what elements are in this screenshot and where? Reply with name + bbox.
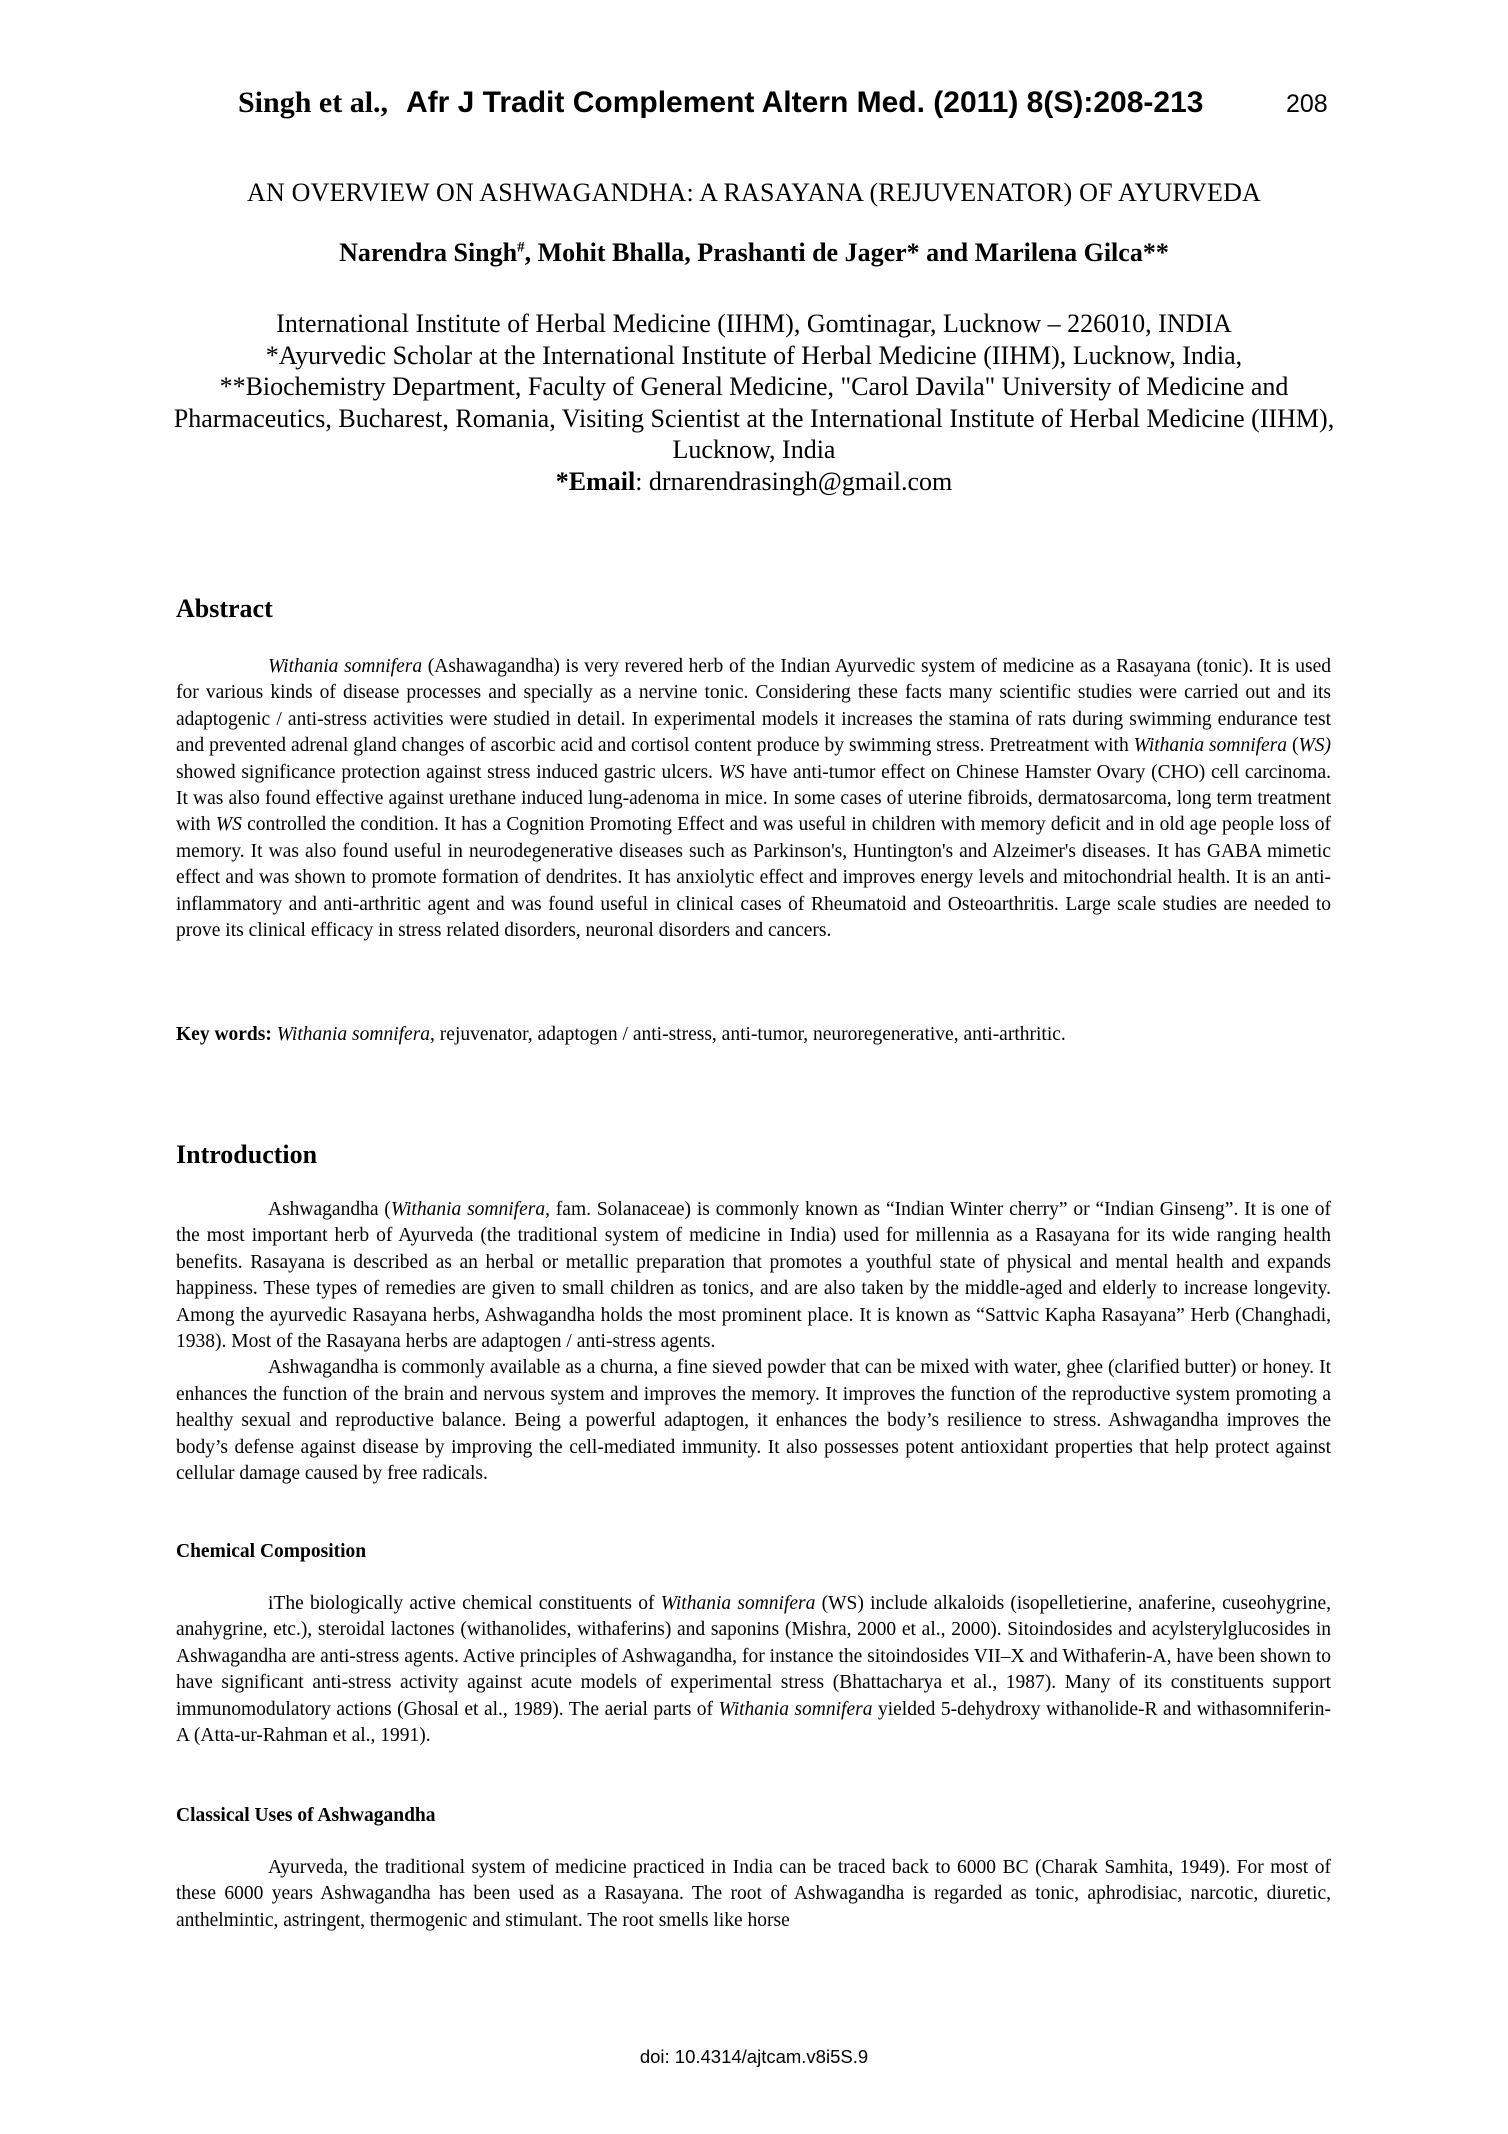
species-name: Withania somnifera xyxy=(268,656,423,677)
species-name: Withania somnifera xyxy=(390,1199,546,1220)
author-list xyxy=(0,238,1508,268)
classical-uses-body xyxy=(176,1855,1331,1934)
chemical-composition-heading: Chemical Composition xyxy=(176,1541,367,1562)
author-1-mark: # xyxy=(517,239,525,256)
abstract-heading: Abstract xyxy=(176,594,273,623)
running-header xyxy=(0,86,1508,126)
paper-title: AN OVERVIEW ON ASHWAGANDHA: A RASAYANA (REJUVENATOR) OF AYURVEDA xyxy=(246,178,1262,207)
page-number: 208 xyxy=(1286,90,1328,118)
affiliation-3: **Biochemistry Department, Faculty of General Medicine, "Carol Davila" University of Medicine and Pharmaceutics, Bucharest, Romania, Visiting Scientist at the International Institute of Herbal Medicine (IIHM), Lucknow, India xyxy=(173,372,1335,464)
keywords-rest: , rejuvenator, adaptogen / anti-stress, anti-tumor, neuroregenerative, anti-arthritic. xyxy=(430,1024,1066,1045)
intro-paragraph-2: Ashwagandha is commonly available as a churna, a fine sieved powder that can be mixed with water, ghee (clarified butter) or honey. It enhances the function of the brain and nervous system and improves the memory. It improves the function of the reproductive system promoting a healthy sexual and reproductive balance. Being a powerful adaptogen, it enhances the body’s resilience to stress. Ashwagandha improves the body’s defense against disease by improving the cell-mediated immunity. It also possesses potent antioxidant properties that help protect against cellular damage caused by free radicals. xyxy=(176,1357,1331,1485)
doi-footer[interactable]: doi: 10.4314/ajtcam.v8i5S.9 xyxy=(639,2046,869,2067)
abstract-text-2: ( xyxy=(1287,735,1299,757)
author-1: Narendra Singh xyxy=(339,238,518,267)
intro-text-1b: , fam. Solanaceae) is commonly known as “Indian Winter cherry” or “Indian Ginseng”. It is one of the most important herb of Ayurveda (the traditional system of medicine in India) used for millennia as a Rasayana for its wide ranging health benefits. Rasayana is described as an herbal or metallic preparation that promotes a youthful state of physical and mental health and expands happiness. These types of remedies are given to small children as tonics, and are also taken by the middle-aged and elderly to increase longevity. Among the ayurvedic Rasayana herbs, Ashwagandha holds the most prominent place. It is known as “Sattvic Kapha Rasayana” Herb (Changhadi, 1938). Most of the Rasayana herbs are adaptogen / anti-stress agents. xyxy=(176,1199,1332,1353)
header-authors: Singh et al., xyxy=(238,86,389,119)
abstract-text-5: controlled the condition. It has a Cognition Promoting Effect and was useful in children with memory deficit and in old age people loss of memory. It was also found useful in neurodegenerative diseases such as Parkinson's, Huntington's and Alzeimer's diseases. It has GABA mimetic effect and was shown to promote formation of dendrites. It has anxiolytic effect and improves energy levels and mitochondrial health. It is an anti-inflammatory and anti-arthritic agent and was found useful in clinical cases of Rheumatoid and Osteoarthritis. Large scale studies are needed to prove its clinical efficacy in stress related disorders, neuronal disorders and cancers. xyxy=(176,814,1332,942)
affiliations xyxy=(170,308,1338,497)
email-value[interactable]: : drnarendrasingh@gmail.com xyxy=(635,466,953,496)
keywords-label: Key words: xyxy=(176,1024,272,1045)
chem-text-a: iThe biologically active chemical constituents of xyxy=(268,1593,661,1614)
abstract-body xyxy=(176,654,1331,944)
chemical-composition-body xyxy=(176,1591,1331,1749)
email-label: *Email xyxy=(555,466,636,496)
chemical-paragraph xyxy=(176,1591,1331,1749)
introduction-body xyxy=(176,1197,1331,1487)
species-name: Withania somnifera xyxy=(660,1593,816,1614)
abstract-text-3: showed significance protection against stress induced gastric ulcers. xyxy=(176,761,719,783)
abstract-text-4: have anti-tumor effect on Chinese Hamster Ovary (CHO) cell carcinoma. It was also found effective against urethane induced lung-adenoma in mice. In some cases of uterine fibroids, dermatosarcoma, long term treatment with xyxy=(176,761,1331,836)
email-line xyxy=(170,466,1338,498)
chem-text-b: (WS) include alkaloids (isopelletierine, anaferine, cuseohygrine, anahygrine, etc.), steroidal lactones (withanolides, withaferins) and saponins (Mishra, 2000 et al., 2000). Sitoindosides and acylsterylglucosides in Ashwagandha are anti-stress agents. Active principles of Ashwagandha, for instance the sitoindosides VII–X and Withaferin-A, have been shown to have significant anti-stress activity against acute models of experimental stress (Bhattacharya et al., 1987). Many of its constituents support immunomodulatory actions (Ghosal et al., 1989). The aerial parts of xyxy=(176,1593,1331,1720)
intro-paragraph-1 xyxy=(176,1197,1331,1355)
classical-paragraph: Ayurveda, the traditional system of medicine practiced in India can be traced back to 6000 BC (Charak Samhita, 1949). For most of these 6000 years Ashwagandha has been used as a Rasayana. The root of Ashwagandha is regarded as tonic, aphrodisiac, narcotic, diuretic, anthelmintic, astringent, thermogenic and stimulant. The root smells like horse xyxy=(176,1857,1331,1931)
abbrev-ws: WS xyxy=(718,761,745,783)
keywords xyxy=(176,1022,1331,1048)
abbrev-ws: WS) xyxy=(1298,735,1332,757)
species-name: Withania somnifera xyxy=(718,1698,873,1720)
chem-text-c: yielded 5-dehydroxy withanolide-R and withasomniferin-A (Atta-ur-Rahman et al., 1991). xyxy=(176,1698,1331,1747)
species-name: Withania somnifera xyxy=(1133,735,1288,757)
author-rest: , Mohit Bhalla, Prashanti de Jager* and Marilena Gilca** xyxy=(524,238,1169,267)
affiliation-1: International Institute of Herbal Medicine (IIHM), Gomtinagar, Lucknow – 226010, INDIA xyxy=(276,309,1232,338)
abstract-paragraph xyxy=(176,654,1331,944)
keyword-species: Withania somnifera xyxy=(276,1024,431,1045)
introduction-heading: Introduction xyxy=(176,1140,318,1169)
header-journal: Afr J Tradit Complement Altern Med. (2011) 8(S):208-213 xyxy=(406,86,1204,119)
classical-uses-heading: Classical Uses of Ashwagandha xyxy=(176,1805,436,1826)
intro-text-1a: Ashwagandha ( xyxy=(268,1199,391,1220)
affiliation-2: *Ayurvedic Scholar at the International Institute of Herbal Medicine (IIHM), Lucknow, India, xyxy=(265,340,1243,370)
abstract-text-1: (Ashawagandha) is very revered herb of the Indian Ayurvedic system of medicine as a Rasayana (tonic). It is used for various kinds of disease processes and specially as a nervine tonic. Considering these facts many scientific studies were carried out and its adaptogenic / anti-stress activities were studied in detail. In experimental models it increases the stamina of rats during swimming endurance test and prevented adrenal gland changes of ascorbic acid and cortisol content produce by swimming stress. Pretreatment with xyxy=(176,656,1331,757)
abbrev-ws: WS xyxy=(215,814,242,836)
